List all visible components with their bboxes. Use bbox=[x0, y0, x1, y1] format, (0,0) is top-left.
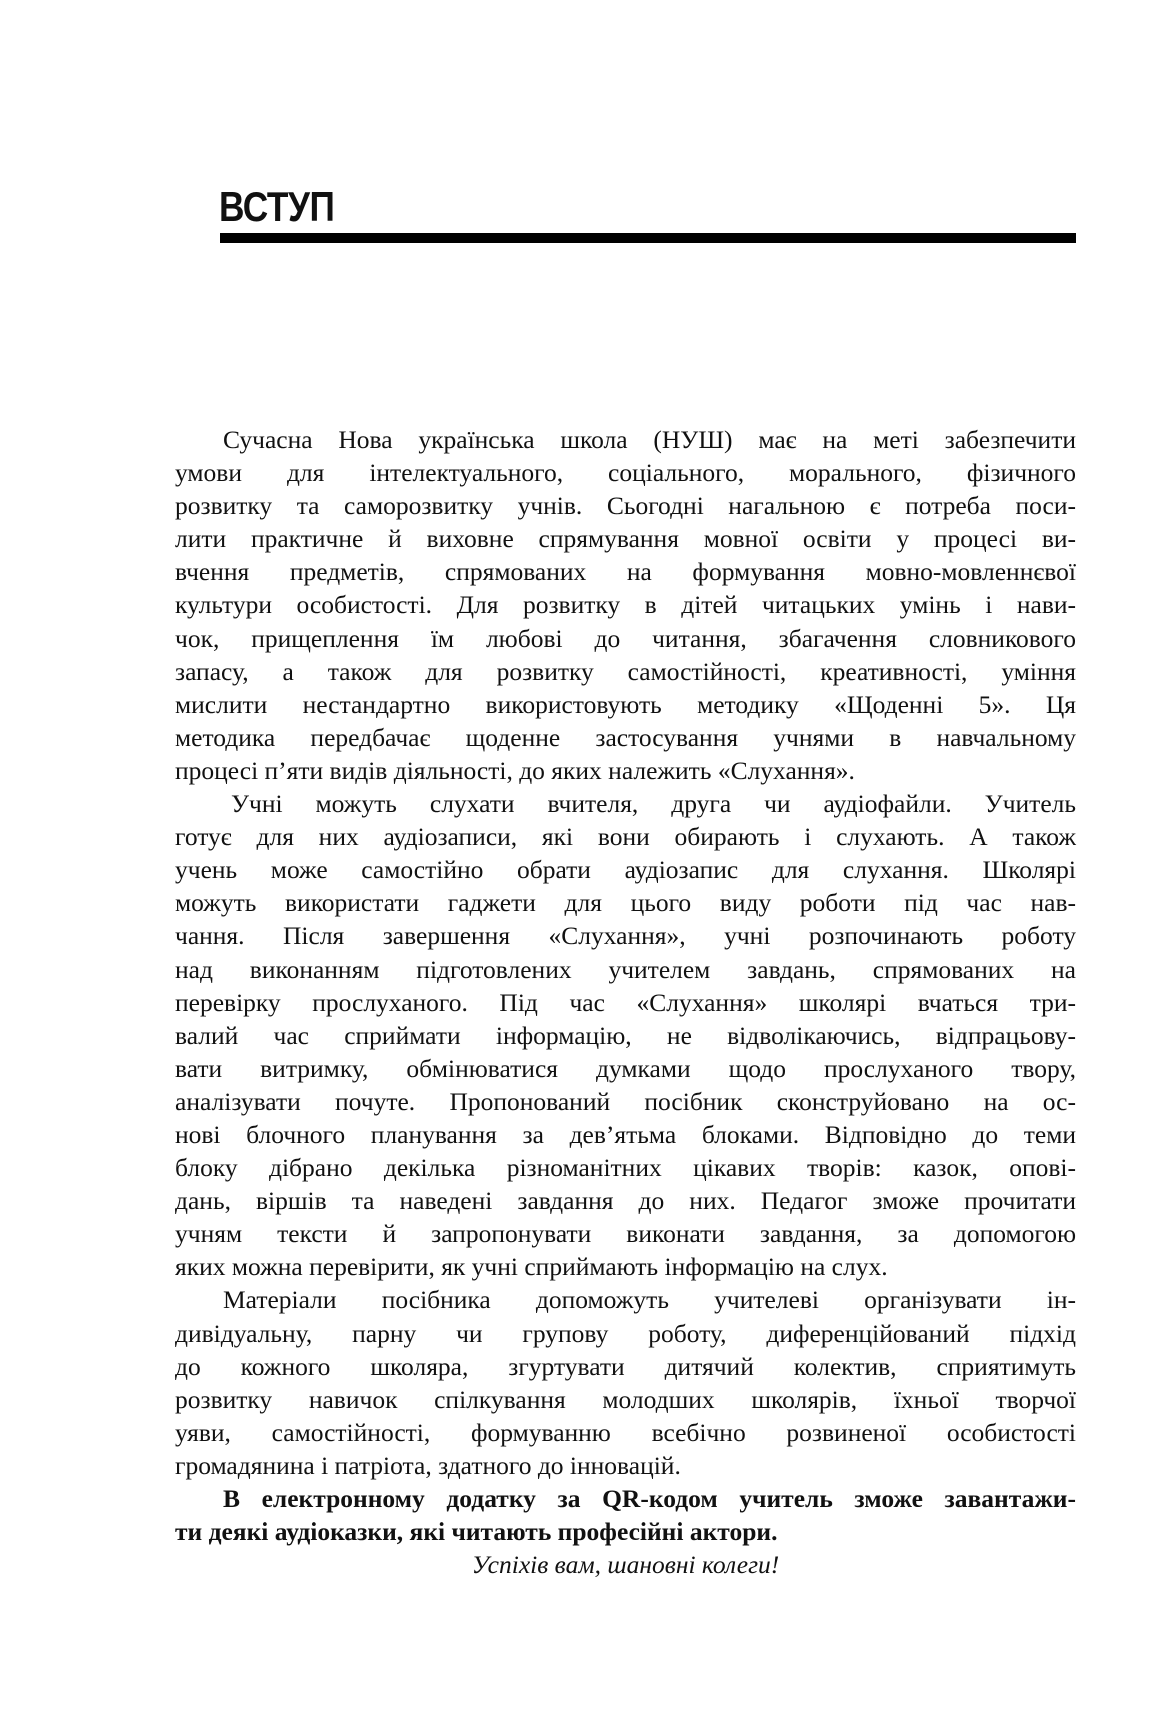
text-line: аналізувати почуте. Пропонований посібник сконструйовано на ос- bbox=[175, 1086, 1076, 1116]
text-line: яких можна перевірити, як учні сприймають інформацію на слух. bbox=[175, 1252, 888, 1282]
text-line: лити практичне й виховне спрямування мовної освіти у процесі ви- bbox=[175, 524, 1076, 554]
text-line: валий час сприймати інформацію, не відволікаючись, відпрацьову- bbox=[175, 1020, 1076, 1050]
bold-note-paragraph bbox=[175, 1482, 1076, 1548]
paragraphs bbox=[175, 423, 1076, 1548]
text-line: запасу, а також для розвитку самостійності, креативності, уміння bbox=[175, 656, 1076, 686]
text-line: дань, віршів та наведені завдання до них. Педагог зможе прочитати bbox=[175, 1186, 1076, 1216]
text-line: над виконанням підготовлених учителем завдань, спрямованих на bbox=[175, 954, 1076, 984]
text-line: Матеріали посібника допоможуть учителеві організувати ін- bbox=[223, 1285, 1076, 1315]
text-line: вати витримку, обмінюватися думками щодо прослуханого твору, bbox=[175, 1053, 1076, 1083]
text-line: методика передбачає щоденне застосування учнями в навчальному bbox=[175, 722, 1076, 752]
text-line: учням тексти й запропонувати виконати завдання, за допомогою bbox=[175, 1219, 1076, 1249]
text-line: розвитку навичок спілкування молодших школярів, їхньої творчої bbox=[175, 1384, 1076, 1414]
text-line: мислити нестандартно використовують методику «Щоденні 5». Ця bbox=[175, 689, 1076, 719]
text-line: уяви, самостійності, формуванню всебічно розвиненої особистості bbox=[175, 1417, 1076, 1447]
text-line: до кожного школяра, згуртувати дитячий колектив, сприятимуть bbox=[175, 1351, 1076, 1381]
text-line: Учні можуть слухати вчителя, друга чи аудіофайли. Учитель bbox=[231, 789, 1076, 819]
text-line: вчення предметів, спрямованих на формування мовно-мовленнєвої bbox=[175, 557, 1076, 587]
text-line: розвитку та саморозвитку учнів. Сьогодні нагальною є потреба поси- bbox=[175, 491, 1076, 521]
text-line: чок, прищеплення їм любові до читання, збагачення словникового bbox=[175, 623, 1076, 653]
title-divider bbox=[220, 233, 1076, 243]
text-line: процесі п’яти видів діяльності, до яких належить «Слухання». bbox=[175, 755, 855, 785]
text-line: ти деякі аудіоказки, які читають професійні актори. bbox=[175, 1517, 778, 1547]
text-line: чання. Після завершення «Слухання», учні розпочинають роботу bbox=[175, 921, 1076, 951]
text-line: можуть використати гаджети для цього виду роботи під час нав- bbox=[175, 888, 1076, 918]
paragraph bbox=[175, 787, 1076, 1283]
text-line: громадянина і патріота, здатного до інновацій. bbox=[175, 1450, 681, 1480]
text-line: готує для них аудіозаписи, які вони обирають і слухають. А також bbox=[175, 822, 1076, 852]
paragraph bbox=[175, 423, 1076, 787]
text-line: дивідуальну, парну чи групову роботу, диференційований підхід bbox=[175, 1318, 1076, 1348]
page-title: ВСТУП bbox=[219, 183, 335, 230]
body-text bbox=[175, 423, 1076, 1581]
text-line: культури особистості. Для розвитку в дітей читацьких умінь і нави- bbox=[175, 590, 1076, 620]
text-line: перевірку прослуханого. Під час «Слухання» школярі вчаться три- bbox=[175, 987, 1076, 1017]
text-line: нові блочного планування за дев’ятьма блоками. Відповідно до теми bbox=[175, 1119, 1076, 1149]
text-line: В електронному додатку за QR-кодом учитель зможе завантажи- bbox=[223, 1484, 1076, 1513]
text-line: умови для інтелектуального, соціального, морального, фізичного bbox=[175, 458, 1076, 488]
text-line: учень може самостійно обрати аудіозапис для слухання. Школярі bbox=[175, 855, 1076, 885]
text-line: Сучасна Нова українська школа (НУШ) має на меті забезпечити bbox=[223, 425, 1076, 454]
paragraph bbox=[175, 1283, 1076, 1482]
text-line: блоку дібрано декілька різноманітних цікавих творів: казок, опові- bbox=[175, 1153, 1076, 1183]
closing-line: Успіхів вам, шановні колеги! bbox=[471, 1550, 780, 1580]
